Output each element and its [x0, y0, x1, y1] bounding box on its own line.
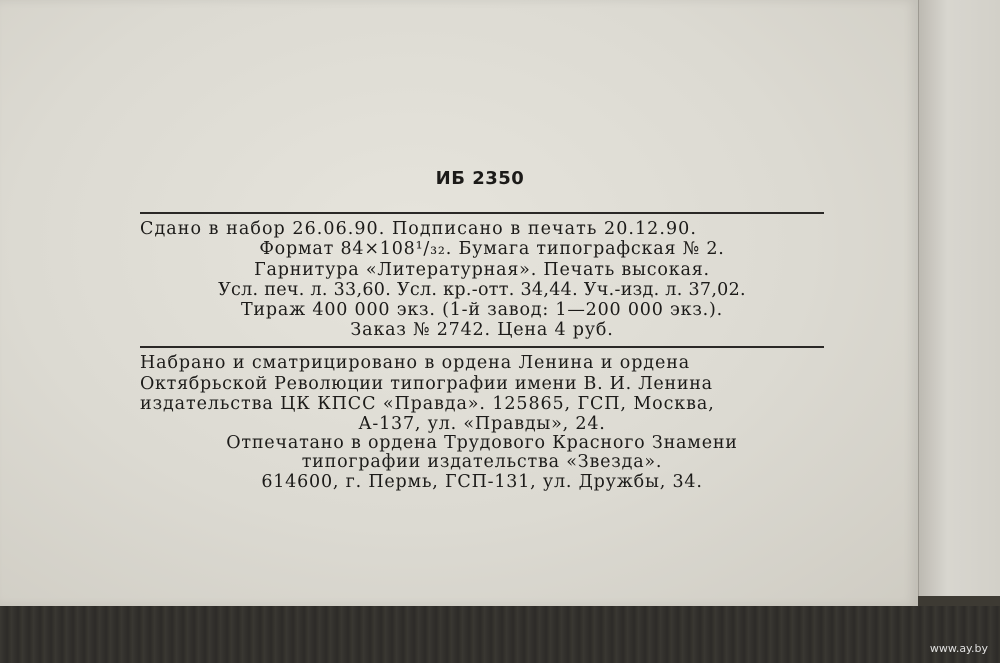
printing-line-6: типографии издательства «Звезда».	[301, 452, 663, 472]
ib-number: ИБ 2350	[435, 168, 525, 189]
watermark: www.ay.by	[929, 642, 988, 655]
printing-line-7: 614600, г. Пермь, ГСП-131, ул. Дружбы, 34.	[261, 472, 703, 492]
top-rule	[140, 212, 824, 214]
printing-line-1: Набрано и сматрицировано в ордена Ленина и ордена	[140, 353, 691, 373]
imprint-line-1: Сдано в набор 26.06.90. Подписано в печать 20.12.90.	[140, 219, 697, 239]
printing-line-5: Отпечатано в ордена Трудового Красного Знамени	[226, 433, 738, 453]
table-surface	[0, 606, 1000, 663]
imprint-line-4: Усл. печ. л. 33,60. Усл. кр.-отт. 34,44. Уч.-изд. л. 37,02.	[218, 280, 746, 300]
page-stack-edge	[918, 0, 1000, 604]
imprint-line-2: Формат 84×108¹/₃₂. Бумага типографская № 2.	[259, 239, 725, 259]
middle-rule	[140, 346, 824, 348]
imprint-line-3: Гарнитура «Литературная». Печать высокая.	[254, 260, 710, 280]
printing-line-2: Октябрьской Революции типографии имени В. И. Ленина	[140, 374, 713, 394]
printing-line-4: А-137, ул. «Правды», 24.	[358, 414, 606, 434]
printing-line-3: издательства ЦК КПСС «Правда». 125865, ГСП, Москва,	[140, 394, 715, 414]
imprint-line-5: Тираж 400 000 экз. (1-й завод: 1—200 000 экз.).	[240, 300, 724, 320]
imprint-line-6: Заказ № 2742. Цена 4 руб.	[350, 320, 614, 340]
